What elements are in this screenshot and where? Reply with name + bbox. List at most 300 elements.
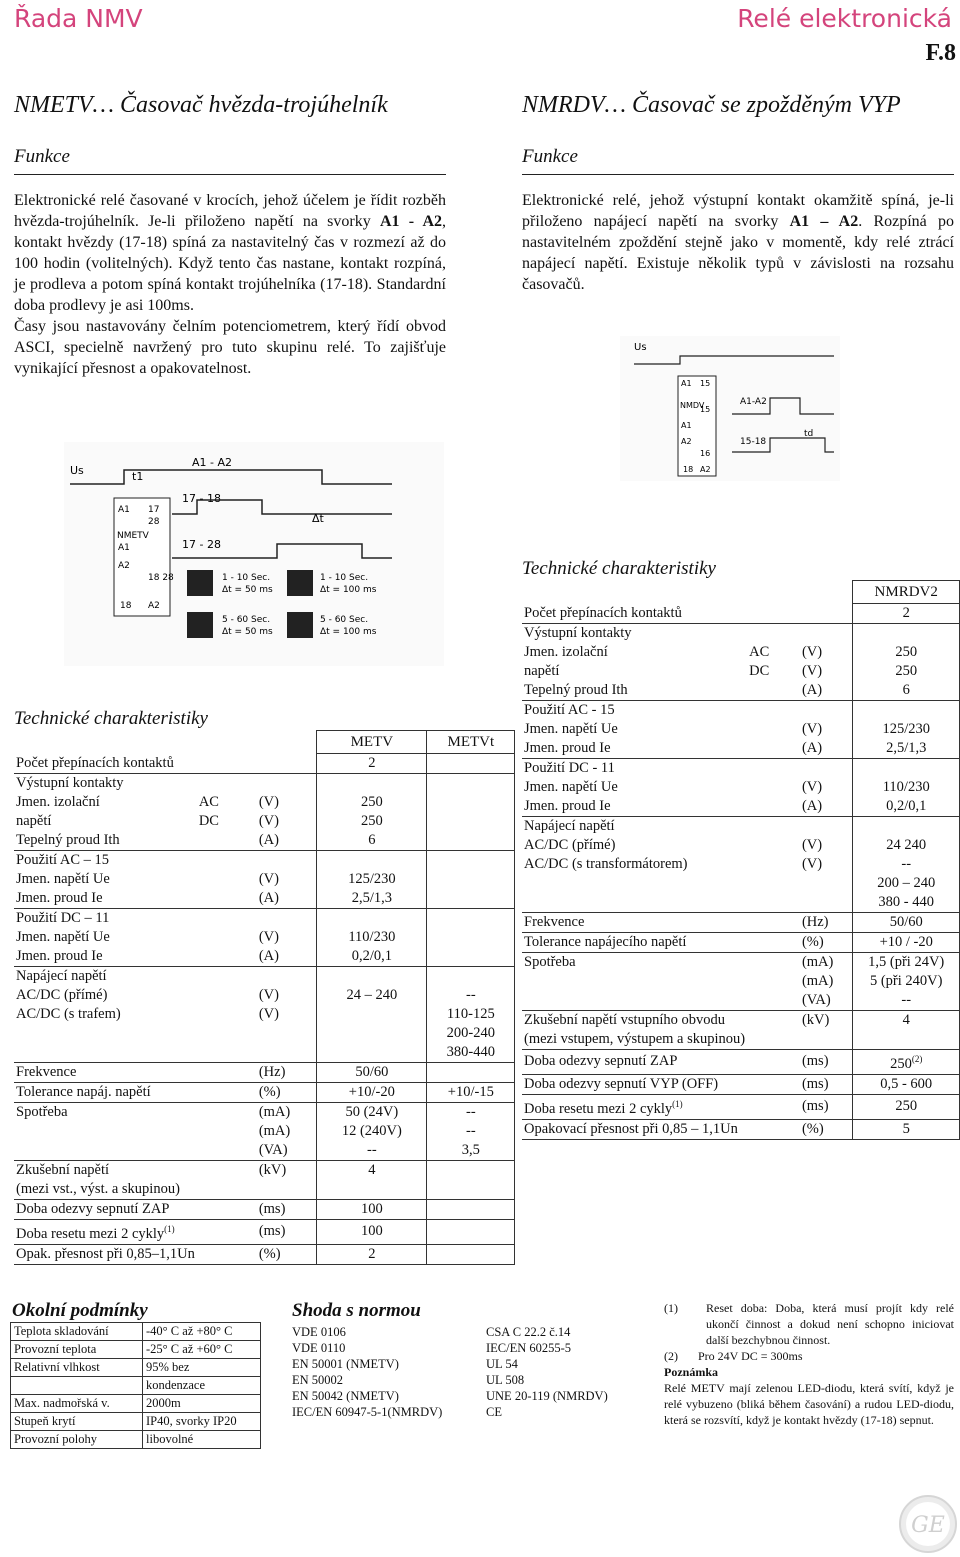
table-row [14, 947, 515, 967]
table-cell: (ms) [257, 1220, 317, 1245]
table-cell: 3,5 [427, 1141, 515, 1161]
svg-text:A1: A1 [681, 421, 692, 430]
table-cell [747, 778, 800, 797]
table-cell [197, 1200, 257, 1220]
table-cell: Použití DC – 11 [16, 910, 110, 926]
page-number: F.8 [925, 40, 956, 66]
table-row [14, 1200, 515, 1220]
table-cell [257, 1024, 317, 1043]
norm-item: IEC/EN 60255-5 [486, 1341, 572, 1355]
table-row [14, 1161, 515, 1181]
table-cell [747, 1119, 800, 1139]
table-cell: 110-125 [427, 1005, 515, 1024]
left-function-text: Elektronické relé časované v krocích, jehož účelem je řídit rozběh hvězda-trojúhelník. Je-li přiloženo napětí na svorky A1 - A2, kontakt hvězdy (17-18) spíná za nastavitelný čas v rozmezí až do 100 hodin (volitelných). Když tento čas nastane, kontakt rozpíná, je prodleva a potom spíná kontakt trojúhelníka (17-18). Standardní doba prodlevy je asi 100ms. Časy jsou nastavovány čelním potenciometrem, který řídí obvod ASCI, specielně navržený pro tuto skupinu relé. To zajišťuje vynikající přesnost a opakovatelnost. [14, 192, 446, 377]
table-cell: 250 [317, 812, 427, 831]
table-row [522, 1050, 960, 1075]
table-cell [257, 851, 317, 871]
svg-text:5 - 60 Sec.: 5 - 60 Sec. [320, 615, 369, 625]
table-cell: Tolerance napájecího napětí [522, 933, 747, 953]
table-cell [197, 1161, 257, 1181]
table-cell: Jmen. izolační [16, 794, 100, 810]
table-cell [800, 893, 853, 913]
table-cell [427, 909, 515, 929]
table-row [522, 972, 960, 991]
table-cell [522, 991, 747, 1011]
table-cell: (Hz) [257, 1063, 317, 1083]
table-cell [747, 1094, 800, 1119]
table-cell: (ms) [257, 1200, 317, 1220]
table-row [14, 1244, 515, 1264]
table-cell: Jmen. izolační [524, 644, 608, 660]
table-cell [747, 759, 800, 779]
table-cell [747, 874, 800, 893]
table-cell [747, 624, 800, 644]
table-cell: Napájecí napětí [524, 818, 615, 834]
table-cell: (VA) [257, 1141, 317, 1161]
svg-text:td: td [804, 429, 814, 439]
table-cell: Doba resetu mezi 2 cykly$^{(1)}$ [14, 1220, 197, 1245]
table-row [522, 817, 960, 837]
table-cell [747, 817, 800, 837]
norm-item: CE [486, 1405, 502, 1419]
table-cell [14, 1141, 197, 1161]
table-cell [427, 1161, 515, 1181]
col-nmrdv2: NMRDV2 [853, 581, 960, 604]
table-cell [800, 604, 853, 624]
table-cell: Tepelný proud Ith [14, 831, 197, 851]
table-cell [197, 1122, 257, 1141]
table-cell: DC [198, 813, 219, 829]
table-cell: Jmen. napětí Ue [16, 929, 110, 945]
table-cell: Jmen. proud Ie [14, 947, 197, 967]
table-cell [317, 967, 427, 987]
table-row [14, 870, 515, 889]
table-cell: -- [427, 1122, 515, 1141]
table-cell: AC [749, 644, 770, 660]
table-cell: +10 / -20 [853, 933, 960, 953]
table-cell: napětí [16, 813, 52, 829]
svg-text:A2: A2 [700, 465, 711, 474]
norms-col1 [292, 1324, 442, 1420]
table-cell: (V) [801, 721, 823, 737]
table-cell [427, 870, 515, 889]
svg-text:28: 28 [148, 517, 160, 527]
table-cell: (V) [258, 794, 279, 810]
right-func-heading: Funkce [522, 146, 578, 167]
table-row [14, 1103, 515, 1123]
nmetv-timing-diagram [62, 440, 447, 670]
table-cell [427, 851, 515, 871]
table-cell: Počet přepínacích kontaktů [14, 754, 197, 774]
table-cell [747, 991, 800, 1011]
table-cell: 5 (při 240V) [853, 972, 960, 991]
col-metv: METV [317, 731, 427, 754]
table-row [14, 928, 515, 947]
table-cell [197, 1083, 257, 1103]
footnote-mark: (1) [164, 1224, 175, 1234]
norm-item: EN 50042 (NMETV) [292, 1389, 399, 1403]
svg-text:5 - 60 Sec.: 5 - 60 Sec. [222, 615, 271, 625]
svg-text:18 28: 18 28 [148, 573, 174, 583]
table-cell [427, 754, 515, 774]
svg-text:15-18: 15-18 [740, 437, 767, 447]
table-cell: napětí [524, 663, 560, 679]
table-row [522, 624, 960, 644]
table-cell [197, 1244, 257, 1264]
env-row [11, 1395, 261, 1413]
env-table [10, 1322, 261, 1449]
table-cell [747, 681, 800, 701]
table-row [522, 759, 960, 779]
table-cell: (ms) [800, 1094, 853, 1119]
nmetv-title: NMETV… Časovač hvězda-trojúhelník [14, 92, 388, 118]
svg-text:Us: Us [70, 464, 84, 477]
svg-text:A1: A1 [118, 543, 130, 553]
table-cell: (A) [257, 947, 317, 967]
svg-text:18: 18 [683, 465, 694, 474]
table-cell: (%) [800, 933, 853, 953]
table-cell: Jmen. proud Ie [522, 739, 747, 759]
table-cell [747, 1074, 800, 1094]
table-cell [427, 1063, 515, 1083]
table-row [14, 1141, 515, 1161]
table-cell [853, 817, 960, 837]
table-cell: Jmen. proud Ie [522, 797, 747, 817]
table-cell [197, 1180, 257, 1200]
svg-text:1 - 10 Sec.: 1 - 10 Sec. [222, 573, 271, 583]
table-cell [800, 624, 853, 644]
table-cell [317, 1024, 427, 1043]
table-row [14, 909, 515, 929]
table-cell: 0,2/0,1 [853, 797, 960, 817]
table-cell [427, 774, 515, 794]
table-row [14, 1043, 515, 1063]
table-cell [197, 851, 257, 871]
table-cell [197, 1043, 257, 1063]
table-cell [747, 739, 800, 759]
table-cell: (V) [258, 1006, 279, 1022]
table-cell: (ms) [800, 1074, 853, 1094]
nmrdv-title: NMRDV… Časovač se zpožděným VYP [522, 92, 901, 118]
table-cell: 0,5 - 600 [853, 1074, 960, 1094]
table-cell: 50 (24V) [317, 1103, 427, 1123]
table-row [14, 1024, 515, 1043]
norms-heading: Shoda s normou [292, 1300, 421, 1321]
svg-text:17: 17 [148, 505, 160, 515]
table-cell: Použití AC - 15 [524, 702, 615, 718]
table-cell [427, 793, 515, 812]
table-cell [427, 1244, 515, 1264]
svg-text:18: 18 [120, 601, 132, 611]
table-cell [747, 720, 800, 739]
table-cell: Počet přepínacích kontaktů [522, 604, 747, 624]
env-row [11, 1323, 261, 1341]
table-cell: (A) [800, 739, 853, 759]
right-function-text: Elektronické relé, jehož výstupní kontakt okamžitě spíná, je-li přiloženo napájecí napětí na svorky A1 – A2. Rozpíná po nastavitelném zpoždění stejně jako v momentě, kdy relé ztrácí napájecí napětí. Existuje několik typů v závislosti na rozsahu časovačů. [522, 192, 954, 293]
svg-text:A1 - A2: A1 - A2 [192, 456, 233, 469]
table-cell [197, 1141, 257, 1161]
svg-text:NMETV: NMETV [117, 531, 149, 541]
table-row [14, 1063, 515, 1083]
table-row [522, 797, 960, 817]
svg-text:Δt: Δt [312, 512, 324, 525]
table-cell: 250 [853, 1094, 960, 1119]
table-cell: 200-240 [427, 1024, 515, 1043]
table-cell [522, 972, 747, 991]
norm-item: VDE 0106 [292, 1325, 346, 1339]
table-cell [197, 986, 257, 1005]
table-cell: (kV) [258, 1162, 287, 1178]
table-cell: (mezi vst., výst. a skupinou) [14, 1180, 197, 1200]
table-cell: (mA) [801, 954, 834, 970]
table-cell: -- [427, 1103, 515, 1123]
table-cell: Zkušební napětí [16, 1162, 110, 1178]
svg-text:16: 16 [700, 449, 711, 458]
col-metvt: METVt [427, 731, 515, 754]
norm-item: UL 508 [486, 1373, 525, 1387]
table-cell: Doba odezvy sepnutí ZAP [522, 1050, 747, 1075]
norm-item: IEC/EN 60947-5-1(NMRDV) [292, 1405, 443, 1419]
note-heading: Poznámka [664, 1365, 718, 1379]
table-row [14, 1220, 515, 1245]
table-cell: Jmen. napětí Ue [524, 779, 618, 795]
table-cell: Jmen. napětí Ue [524, 721, 618, 737]
table-cell [197, 870, 257, 889]
table-cell [800, 701, 853, 721]
table-cell [257, 754, 317, 774]
table-cell: 24 – 240 [317, 986, 427, 1005]
norm-item: EN 50002 [292, 1373, 344, 1387]
table-cell [197, 1220, 257, 1245]
table-row [522, 1011, 960, 1031]
table-cell: 12 (240V) [317, 1122, 427, 1141]
table-row [14, 831, 515, 851]
table-cell [427, 947, 515, 967]
table-cell [853, 624, 960, 644]
table-cell [197, 831, 257, 851]
right-func-rule [522, 174, 954, 175]
table-cell [800, 874, 853, 893]
footnotes: (1) Reset doba: Doba, která musí projít kdy relé ukončí činnost a dokud není schopno iniciovat další bezchybnou činnost. (2) Pro 24V DC = 300ms Poznámka Relé METV mají zelenou LED-diodu, která svítí, když je relé vybuzeno (bliká během časování) a rudou LED-diodu, která se rozsvítí, když je kontakt hvězdy (17-18) sepnut. [664, 1301, 954, 1427]
env-cell: Stupeň krytí [11, 1413, 143, 1431]
table-cell [747, 1030, 800, 1050]
table-cell: 2,5/1,3 [317, 889, 427, 909]
env-cell: libovolné [143, 1431, 261, 1449]
table-cell: 125/230 [853, 720, 960, 739]
table-cell [522, 893, 747, 913]
table-cell: 250 [853, 643, 960, 662]
table-cell: (%) [800, 1119, 853, 1139]
table-cell: 2 [317, 754, 427, 774]
table-cell: 6 [853, 681, 960, 701]
table-row [522, 1094, 960, 1119]
table-cell [197, 774, 257, 794]
svg-text:15: 15 [700, 379, 711, 388]
table-cell [197, 947, 257, 967]
table-cell [317, 1180, 427, 1200]
table-cell: 4 [853, 1011, 960, 1031]
table-row [522, 701, 960, 721]
table-cell: AC [198, 794, 219, 810]
table-cell [853, 1030, 960, 1050]
table-row [522, 991, 960, 1011]
table-cell: (A) [800, 797, 853, 817]
table-cell [747, 893, 800, 913]
env-row [11, 1377, 261, 1395]
table-row [522, 739, 960, 759]
table-cell [317, 1043, 427, 1063]
table-cell: (A) [257, 889, 317, 909]
table-cell: (V) [801, 837, 823, 853]
table-cell: 110/230 [853, 778, 960, 797]
env-cell: kondenzace [143, 1377, 261, 1395]
norm-item: EN 50001 (NMETV) [292, 1357, 399, 1371]
svg-text:GE: GE [911, 1513, 945, 1538]
table-row [522, 1030, 960, 1050]
table-cell: (mA) [258, 1104, 291, 1120]
table-cell: 50/60 [853, 913, 960, 933]
table-cell [197, 967, 257, 987]
left-func-rule [14, 174, 446, 175]
table-row [522, 604, 960, 624]
env-heading: Okolní podmínky [12, 1300, 148, 1321]
norms-col2 [486, 1324, 608, 1420]
table-cell: Doba resetu mezi 2 cykly$^{(1)}$ [522, 1094, 747, 1119]
env-cell: 2000m [143, 1395, 261, 1413]
svg-text:Us: Us [634, 342, 647, 353]
table-cell [853, 759, 960, 779]
table-cell: (V) [258, 987, 279, 1003]
env-cell: Provozní polohy [11, 1431, 143, 1449]
table-cell: (kV) [801, 1012, 830, 1028]
env-row [11, 1413, 261, 1431]
table-cell: 380 - 440 [853, 893, 960, 913]
env-cell: Relativní vlhkost [11, 1359, 143, 1377]
table-cell [427, 1220, 515, 1245]
table-row [522, 643, 960, 662]
table-cell: Použití DC - 11 [524, 760, 615, 776]
svg-text:A2: A2 [118, 561, 130, 571]
table-cell [257, 967, 317, 987]
table-cell: AC/DC (s transformátorem) [524, 856, 688, 872]
table-row [522, 1074, 960, 1094]
table-cell: 2 [317, 1244, 427, 1264]
table-cell [427, 967, 515, 987]
table-cell [747, 604, 800, 624]
table-cell: Výstupní kontakty [524, 625, 632, 641]
table-cell [427, 1200, 515, 1220]
table-cell: 250 [853, 662, 960, 681]
table-cell: -- [317, 1141, 427, 1161]
table-row [522, 933, 960, 953]
table-cell [427, 812, 515, 831]
svg-text:1 - 10 Sec.: 1 - 10 Sec. [320, 573, 369, 583]
table-cell [427, 928, 515, 947]
table-cell [257, 774, 317, 794]
table-cell [747, 855, 800, 874]
nmrdv-spec-table [522, 580, 960, 1140]
table-row [14, 889, 515, 909]
table-cell [747, 953, 800, 973]
table-cell [800, 817, 853, 837]
svg-text:Δt = 100 ms: Δt = 100 ms [320, 585, 377, 595]
env-row [11, 1359, 261, 1377]
table-cell: 6 [317, 831, 427, 851]
table-cell: -- [427, 986, 515, 1005]
table-cell [14, 1024, 197, 1043]
table-cell: Doba odezvy sepnutí ZAP [14, 1200, 197, 1220]
table-cell: Opakovací přesnost při 0,85 – 1,1Un [522, 1119, 747, 1139]
table-cell [853, 701, 960, 721]
table-row [14, 1083, 515, 1103]
table-cell [800, 759, 853, 779]
table-cell: (Hz) [800, 913, 853, 933]
env-cell: IP40, svorky IP20 [143, 1413, 261, 1431]
table-row [522, 874, 960, 893]
table-cell [747, 797, 800, 817]
norm-item: UNE 20-119 (NMRDV) [486, 1389, 608, 1403]
env-cell: Max. nadmořská v. [11, 1395, 143, 1413]
table-cell: (V) [801, 779, 823, 795]
table-cell: Doba odezvy sepnutí VYP (OFF) [522, 1074, 747, 1094]
table-cell: Spotřeba [16, 1104, 68, 1120]
table-row [522, 953, 960, 973]
table-cell [317, 1005, 427, 1024]
table-cell: 1,5 (při 24V) [853, 953, 960, 973]
table-cell: (mA) [801, 973, 834, 989]
table-cell: DC [749, 663, 770, 679]
footnote-mark: (1) [672, 1098, 683, 1109]
table-cell [747, 1011, 800, 1031]
table-cell: 4 [317, 1161, 427, 1181]
table-cell [747, 933, 800, 953]
table-cell: (V) [801, 856, 823, 872]
table-cell [522, 874, 747, 893]
svg-text:A1: A1 [681, 379, 692, 388]
table-cell: 2,5/1,3 [853, 739, 960, 759]
table-cell: Opak. přesnost při 0,85–1,1Un [14, 1244, 197, 1264]
table-cell [317, 909, 427, 929]
table-cell: (V) [258, 929, 279, 945]
table-row [14, 1180, 515, 1200]
table-cell: +10/-20 [317, 1083, 427, 1103]
svg-text:17 - 28: 17 - 28 [182, 538, 221, 551]
table-row [522, 681, 960, 701]
table-cell: 5 [853, 1119, 960, 1139]
table-cell: (mA) [258, 1123, 291, 1139]
table-cell [747, 1050, 800, 1075]
norm-item: CSA C 22.2 č.14 [486, 1325, 571, 1339]
env-cell: -25° C až +60° C [143, 1341, 261, 1359]
table-row [522, 1119, 960, 1139]
table-cell [257, 1043, 317, 1063]
category-title: Relé elektronická [737, 4, 952, 33]
table-cell: Jmen. proud Ie [14, 889, 197, 909]
table-cell [197, 889, 257, 909]
table-cell [427, 889, 515, 909]
series-title: Řada NMV [14, 4, 143, 33]
note-text: Relé METV mají zelenou LED-diodu, která svítí, když je relé vybuzeno (bliká během časování) a rudou LED-diodu, která se rozsvítí, když je kontakt hvězdy (17-18) sepnut. [664, 1381, 954, 1427]
table-row [522, 778, 960, 797]
svg-text:t1: t1 [132, 470, 144, 483]
table-cell: Zkušební napětí vstupního obvodu [524, 1012, 725, 1028]
table-cell: AC/DC (přímé) [16, 987, 108, 1003]
table-cell [427, 831, 515, 851]
left-tech-heading: Technické charakteristiky [14, 708, 208, 729]
svg-text:Δt = 100 ms: Δt = 100 ms [320, 627, 377, 637]
svg-text:A2: A2 [681, 437, 692, 446]
table-cell: Tepelný proud Ith [522, 681, 747, 701]
